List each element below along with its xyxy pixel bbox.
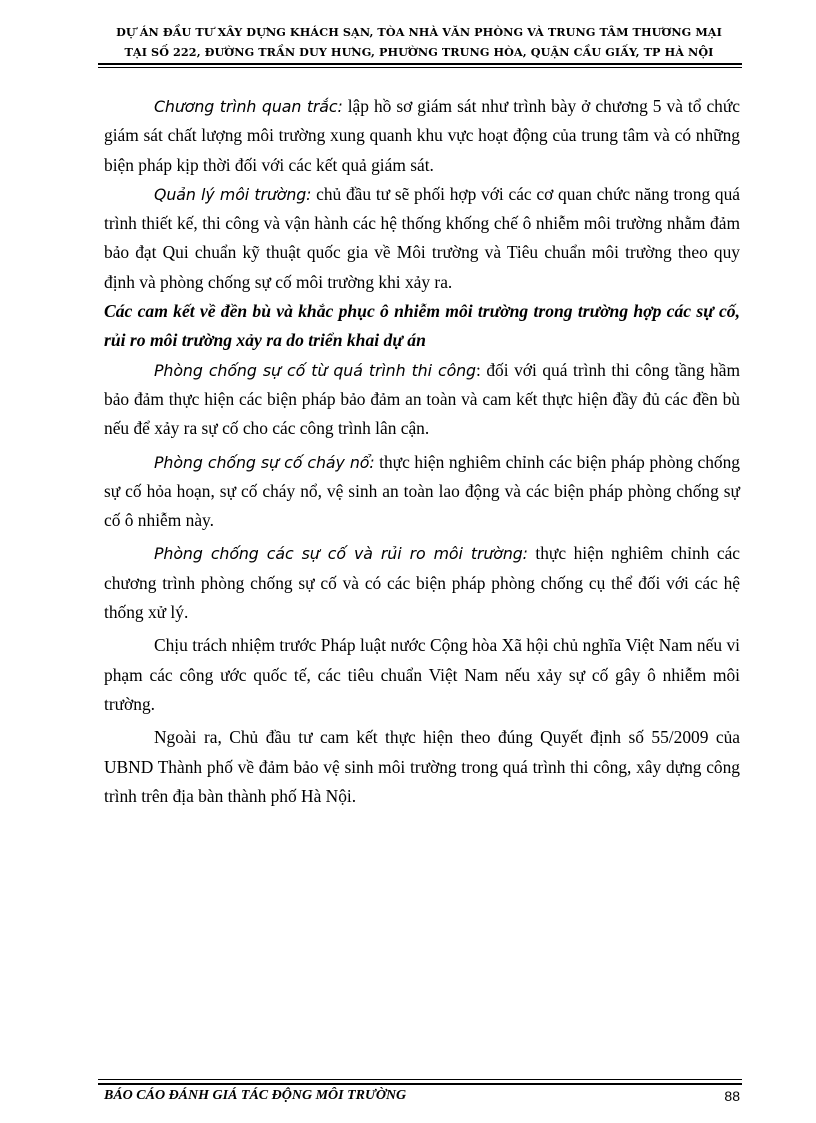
paragraph-fire-prevention: [104, 448, 740, 536]
paragraph-monitoring-program: [104, 92, 740, 180]
paragraph-label: Phòng chống các sự cố và rủi ro môi trường:: [154, 544, 528, 564]
page-header: [98, 22, 740, 62]
header-rule-thin: [98, 67, 742, 68]
section-heading: Các cam kết về đền bù và khắc phục ô nhiễm môi trường trong trường hợp các sự cố, rủi ro môi trường xảy ra do triển khai dự án: [104, 301, 740, 351]
header-rule-thick: [98, 63, 742, 65]
paragraph-label: Phòng chống sự cố cháy nổ:: [154, 452, 375, 472]
paragraph-text: thực hiện nghiêm chỉnh các chương trình phòng chống sự cố và có các biện pháp phòng chống cụ thể đối với các hệ thống xử lý.: [104, 543, 741, 623]
paragraph-label: Phòng chống sự cố từ quá trình thi công: [154, 360, 476, 380]
paragraph-text: lập hồ sơ giám sát như trình bày ở chương 5 và tổ chức giám sát chất lượng môi trường xung quanh khu vực hoạt động của trung tâm và có những biện pháp kịp thời đối với các kết quả giám sát.: [104, 96, 740, 175]
footer-rule-thick: [98, 1083, 742, 1085]
header-line-2: TẠI SỐ 222, ĐƯỜNG TRẦN DUY HƯNG, PHƯỜNG TRUNG HÒA, QUẬN CẦU GIẤY, TP HÀ NỘI: [124, 45, 714, 59]
footer-rule-thin: [98, 1079, 742, 1080]
page-footer: [104, 1086, 740, 1108]
footer-title: BÁO CÁO ĐÁNH GIÁ TÁC ĐỘNG MÔI TRƯỜNG: [104, 1088, 407, 1103]
paragraph-environment-management: [104, 180, 740, 297]
page-number: 88: [724, 1088, 740, 1104]
header-line-1: DỰ ÁN ĐẦU TƯ XÂY DỰNG KHÁCH SẠN, TÒA NHÀ VĂN PHÒNG VÀ TRUNG TÂM THƯƠNG MẠI: [116, 25, 722, 39]
body-text: [104, 92, 740, 811]
paragraph-risk-prevention: [104, 539, 740, 627]
paragraph-legal-responsibility: Chịu trách nhiệm trước Pháp luật nước Cộng hòa Xã hội chủ nghĩa Việt Nam nếu vi phạm các công ước quốc tế, các tiêu chuẩn Việt Nam nếu xảy sự cố gây ô nhiễm môi trường.: [104, 635, 740, 714]
paragraph-text: thực hiện nghiêm chỉnh các biện pháp phòng chống sự cố hỏa hoạn, sự cố cháy nổ, vệ sinh an toàn lao động và các biện pháp phòng chống sự cố ô nhiễm này.: [104, 451, 740, 531]
paragraph-text: : đối với quá trình thi công tầng hầm bảo đảm thực hiện các biện pháp bảo đảm an toàn và cam kết thực hiện đầy đủ các đền bù nếu để xảy ra sự cố cho các công trình lân cận.: [104, 359, 740, 439]
paragraph-text: chủ đầu tư sẽ phối hợp với các cơ quan chức năng trong quá trình thiết kế, thi công và vận hành các hệ thống khống chế ô nhiễm môi trường nhằm đảm bảo đạt Qui chuẩn kỹ thuật quốc gia về Môi trường và Tiêu chuẩn môi trường theo quy định và phòng chống sự cố môi trường khi xảy ra.: [104, 183, 740, 292]
paragraph-construction-incidents: [104, 356, 740, 444]
paragraph-label: Chương trình quan trắc:: [154, 97, 343, 116]
paragraph-label: Quản lý môi trường:: [154, 184, 312, 204]
paragraph-decision-commitment: Ngoài ra, Chủ đầu tư cam kết thực hiện theo đúng Quyết định số 55/2009 của UBND Thành phố về đảm bảo vệ sinh môi trường trong quá trình thi công, xây dựng công trình trên địa bàn thành phố Hà Nội.: [104, 727, 740, 806]
